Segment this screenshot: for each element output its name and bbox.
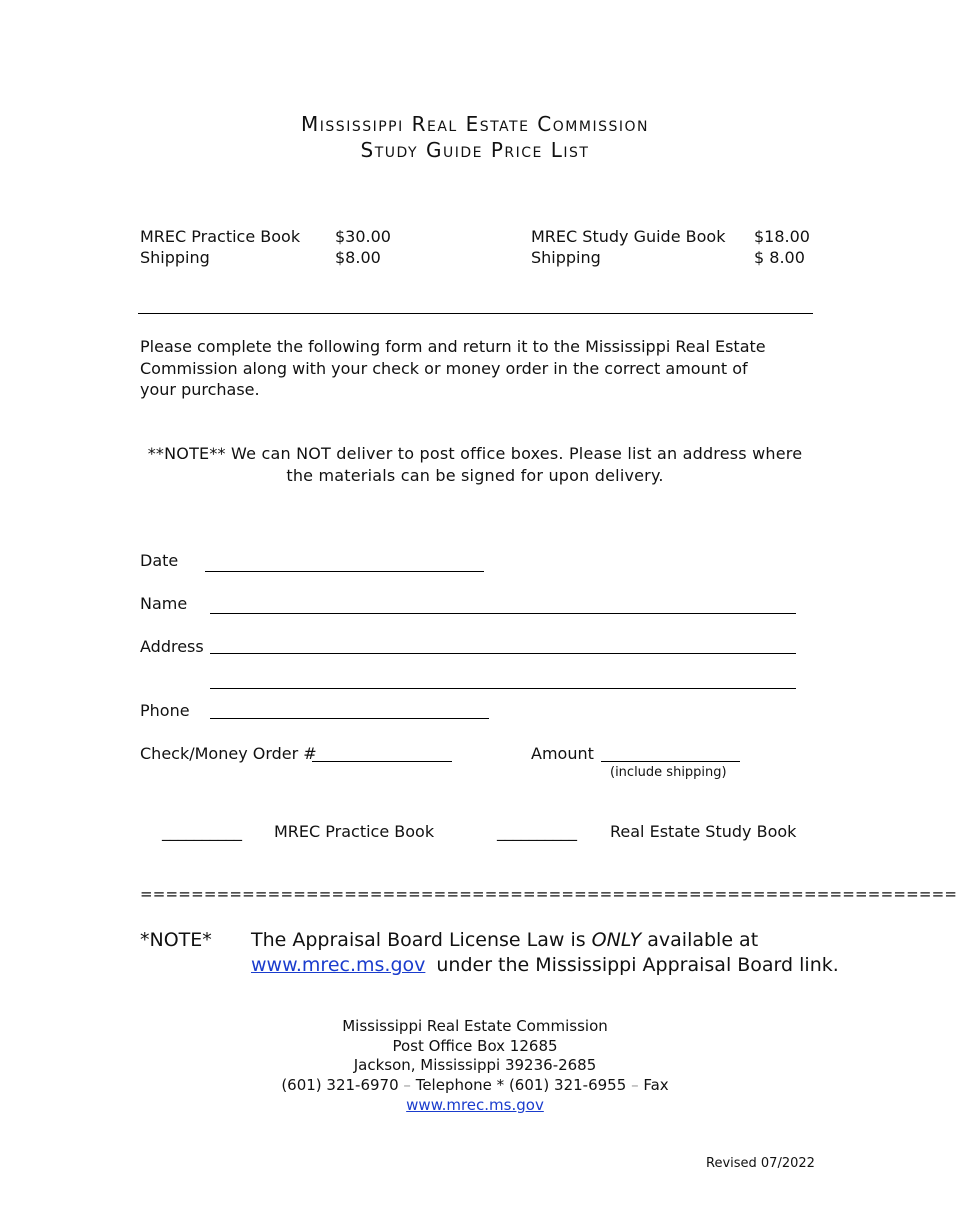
note-link-line: [251, 954, 839, 976]
date-field[interactable]: [205, 571, 484, 572]
practice-shipping-label: Shipping: [140, 248, 210, 267]
practice-shipping-price: $8.00: [335, 248, 381, 267]
document-title-line2: Study Guide Price List: [360, 138, 590, 162]
note-text-before: The Appraisal Board License Law is: [251, 929, 592, 951]
study-guide-label: MREC Study Guide Book: [531, 227, 726, 246]
phone-field[interactable]: [210, 718, 489, 719]
footer-star: *: [496, 1076, 505, 1095]
footer-po-box: Post Office Box 12685: [392, 1036, 558, 1055]
check-number-field[interactable]: [312, 761, 452, 762]
note-text-after: available at: [641, 929, 759, 951]
date-label: Date: [140, 551, 179, 570]
amount-label: Amount: [531, 744, 594, 763]
practice-book-order-label: MREC Practice Book: [274, 822, 435, 841]
phone-label: Phone: [140, 701, 190, 720]
footer-contact: [0, 1076, 950, 1096]
note-tag: *NOTE*: [140, 929, 212, 951]
document-title-line1: Mississippi Real Estate Commission: [301, 112, 649, 136]
address-label: Address: [140, 637, 204, 656]
check-number-label: Check/Money Order #: [140, 744, 317, 763]
study-shipping-label: Shipping: [531, 248, 601, 267]
footer-org: Mississippi Real Estate Commission: [342, 1017, 608, 1035]
practice-book-quantity-blank[interactable]: __________: [162, 822, 242, 841]
note-text-end: under the Mississippi Appraisal Board link.: [436, 954, 839, 976]
address-field-line1[interactable]: [210, 653, 796, 654]
revision-date: Revised 07/2022: [706, 1156, 815, 1171]
instructions-paragraph: Please complete the following form and return it to the Mississippi Real Estate Commission along with your check or money order in the correct amount of your purchase.: [140, 337, 766, 399]
footer-address: [0, 1017, 950, 1116]
footer-city: Jackson, Mississippi 39236-2685: [353, 1056, 597, 1075]
study-shipping-price: $ 8.00: [754, 248, 805, 267]
amount-hint: (include shipping): [610, 765, 727, 780]
note-emphasis: ONLY: [591, 929, 642, 951]
mrec-website-link[interactable]: www.mrec.ms.gov: [251, 954, 426, 976]
name-label: Name: [140, 594, 188, 613]
equals-separator: ================================================================: [140, 885, 957, 903]
footer-website-link[interactable]: www.mrec.ms.gov: [406, 1095, 544, 1114]
footer-dash: –: [631, 1076, 639, 1095]
footer-fax: (601) 321-6955: [508, 1076, 627, 1095]
section-divider: [138, 313, 813, 314]
practice-book-label: MREC Practice Book: [140, 227, 301, 246]
note-text: [251, 929, 758, 951]
amount-field[interactable]: [601, 761, 740, 762]
study-guide-price: $18.00: [754, 227, 810, 246]
address-field-line2[interactable]: [210, 688, 796, 689]
name-field[interactable]: [210, 613, 796, 614]
study-book-quantity-blank[interactable]: __________: [497, 822, 577, 841]
footer-fax-label: Fax: [643, 1076, 669, 1095]
footer-phone-label: Telephone: [415, 1076, 492, 1095]
footer-dash: –: [403, 1076, 411, 1095]
delivery-note: **NOTE** We can NOT deliver to post office boxes. Please list an address where the materials can be signed for upon delivery.: [147, 444, 803, 485]
study-book-order-label: Real Estate Study Book: [610, 822, 797, 841]
footer-phone: (601) 321-6970: [281, 1076, 399, 1095]
practice-book-price: $30.00: [335, 227, 391, 246]
